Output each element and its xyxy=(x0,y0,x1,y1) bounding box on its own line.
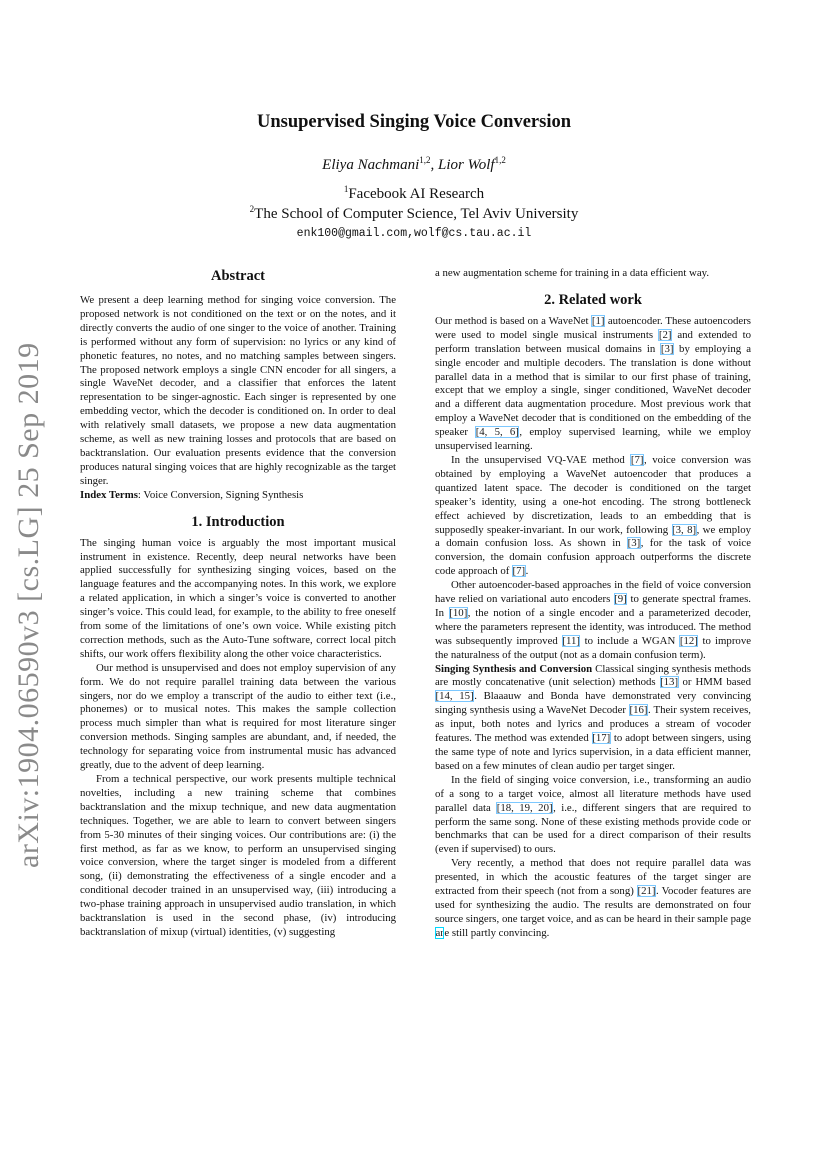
paper-header xyxy=(0,112,828,240)
text-run: to improve the naturalness of the output (not as a domain confusion term). xyxy=(435,634,752,661)
text-run: , voice conversion was obtained by employing a WaveNet autoencoder that produces a quantized latent space. The decoder is conditioned on the target speaker’s identity, using a one-hot encoding. The strong bottleneck effect achieved by discretization, leads to an embedding that is supposedly speaker-invariant. In our work, following xyxy=(435,453,751,536)
intro-paragraph: From a technical perspective, our work presents multiple technical novelties, including a new training scheme that combines backtranslation and the mixup technique, and new data augmentation techniques. Together, we are able to learn to convert between singers from 5-30 minutes of their singing voices. Our contributions are: (i) the first method, as far as we know, to perform an unsupervised singing voice conversion, where the target singer is modeled from a different song, (ii) demonstrating the effectiveness of a single encoder and a conditional decoder trained in an unsupervised way, (iii) introducing a two-phase training approach in unsupervised audio translation, in which backtranslation is used in the second phase, (iv) introducing backtranslation of mixup (virtual) identities, (v) suggesting xyxy=(80,773,396,938)
citation-link[interactable]: [18, 19, 20] xyxy=(496,801,553,814)
text-run: Our method is based on a WaveNet xyxy=(435,314,592,327)
affil-mark: 1 xyxy=(343,184,349,194)
citation-link[interactable]: [16] xyxy=(629,704,648,717)
citation-link[interactable]: [7] xyxy=(630,453,644,466)
author-list xyxy=(0,157,828,174)
sample-page-link[interactable]: ar xyxy=(435,926,444,939)
text-run: by employing a single encoder and multiple decoders. The translation is done without parallel data in a method that is similar to our first phase of training, except that we employ a single, singer conditioned, WaveNet decoder and a different data augmentation procedure. Most previous work that employ a WaveNet decoder that is conditioned on the embedding of the speaker xyxy=(435,342,751,439)
intro-paragraph-continued: a new augmentation scheme for training in a data efficient way. xyxy=(435,267,710,279)
abstract-text: We present a deep learning method for singing voice conversion. The proposed network is not conditioned on the text or on the notes, and it directly converts the audio of one singer to the voice of another. Training is performed without any form of supervision: no lyrics or any kind of phonetic features, no notes, and no matching samples between singers. The proposed network employs a single CNN encoder for all singers, a single WaveNet decoder, and a classifier that enforces the latent representation to be singer-agnostic. Each singer is represented by one embedding vector, which the decoder is conditioned on. In order to deal with relatively small datasets, we propose a new data augmentation scheme, as well as new training losses and protocols that are based on backtranslation. Our evaluation presents evidence that the conversion produces natural singing voices that are highly recognizable as the target singer. xyxy=(80,294,396,487)
citation-link[interactable]: [13] xyxy=(660,676,679,689)
related-paragraph xyxy=(435,857,751,940)
author-affil-mark: 1,2 xyxy=(419,155,431,165)
citation-link[interactable]: [3] xyxy=(660,342,674,355)
citation-link[interactable]: [1] xyxy=(591,314,605,327)
citation-link[interactable]: [14, 15] xyxy=(435,690,474,703)
related-paragraph xyxy=(435,774,751,857)
arxiv-stamp: arXiv:1904.06590v3 [cs.LG] 25 Sep 2019 xyxy=(12,342,45,868)
text-run: . xyxy=(525,565,529,578)
text-run: and extended to perform translation between musical domains in xyxy=(435,328,751,355)
text-run: In the field of singing voice conversion, i.e., transforming an audio of a song to a target voice, almost all literature methods have used parallel data xyxy=(435,773,751,814)
abstract-heading: Abstract xyxy=(211,268,265,284)
text-run: . Blaaauw and Bonda have demonstrated very convincing singing synthesis using a WaveNet Decoder xyxy=(435,690,751,717)
related-paragraph xyxy=(435,663,751,774)
citation-link[interactable]: [21] xyxy=(637,885,656,898)
subsection-heading: Singing Synthesis and Conversion xyxy=(435,662,593,675)
intro-paragraph: Our method is unsupervised and does not employ supervision of any form. We do not require parallel training data between the various singers, nor do we employ a transcript of the audio to either text (i.e., phonemes) or to musical notes. This makes the sample collection process much simpler than what is required for most literature singer conversion methods. Singing samples are abundant, and, if needed, the technology for separating voice from instrumental music has advanced greatly, due to the advent of deep learning. xyxy=(80,661,396,772)
text-run: autoencoder. These autoencoders were used to model single musical instruments xyxy=(435,314,751,341)
author-affil-mark: 1,2 xyxy=(494,155,506,165)
affil-text: Facebook AI Research xyxy=(348,186,485,202)
text-run: . Vocoder features are used for synthesizing the audio. The results are demonstrated on four source singers, one target voice, and as can be heard in their sample page xyxy=(435,885,752,925)
citation-link[interactable]: [9] xyxy=(614,593,627,606)
citation-link[interactable]: [2] xyxy=(658,328,672,341)
text-run: to include a WGAN xyxy=(580,634,680,647)
left-column xyxy=(80,267,396,940)
affiliation-2 xyxy=(0,204,828,224)
related-paragraph xyxy=(435,315,751,454)
affil-mark: 2 xyxy=(249,204,255,214)
citation-link[interactable]: [10] xyxy=(449,606,468,619)
intro-heading: 1. Introduction xyxy=(191,513,285,530)
text-run: . Their system receives, as input, both notes and lyrics and produces a stream of vocoder features. The method was extended xyxy=(435,704,751,745)
affil-text: The School of Computer Science, Tel Aviv University xyxy=(254,206,579,222)
citation-link[interactable]: [17] xyxy=(592,732,611,745)
text-run: , we employ a domain confusion loss. As shown in xyxy=(435,523,751,550)
related-paragraph xyxy=(435,454,751,579)
text-run: or HMM based xyxy=(678,676,751,689)
affiliations xyxy=(0,184,828,224)
text-run: to generate spectral frames. In xyxy=(435,593,752,619)
index-terms xyxy=(80,489,396,503)
author-name: Eliya Nachmani xyxy=(322,157,420,173)
author-separator: , xyxy=(430,157,438,173)
paper-title: Unsupervised Singing Voice Conversion xyxy=(256,112,572,132)
citation-link[interactable]: [4, 5, 6] xyxy=(475,426,519,439)
text-run: , the notion of a single encoder and a parameterized decoder, where the parameters represent the identity, was introduced. The method was subsequently improved xyxy=(435,606,751,647)
text-run: , employ supervised learning, while we employ unsupervised learning. xyxy=(435,426,751,453)
citation-link[interactable]: [11] xyxy=(562,634,580,647)
text-run: Very recently, a method that does not require parallel data was presented, in which the acoustic features of the target singer are extracted from their speech (not from a song) xyxy=(435,857,751,898)
right-column xyxy=(435,267,751,941)
related-paragraph xyxy=(435,579,751,662)
text-run: , i.e., different singers that are required to perform the same song. None of these existing methods provide code or benchmarks that can be used for a direct comparison of their results (even if supervised) to ours. xyxy=(435,801,751,856)
affiliation-1 xyxy=(0,184,828,204)
author-emails: enk100@gmail.com,wolf@cs.tau.ac.il xyxy=(296,227,532,240)
text-run: e still partly convincing. xyxy=(444,926,550,939)
citation-link[interactable]: [7] xyxy=(512,565,526,578)
citation-link[interactable]: [3, 8] xyxy=(672,523,697,536)
text-run: Other autoencoder-based approaches in the field of voice conversion have relied on variational auto encoders xyxy=(435,579,751,606)
text-run: , for the task of voice conversion, the domain confusion approach outperforms the discrete code approach of xyxy=(435,537,751,578)
related-work-heading: 2. Related work xyxy=(544,291,642,308)
index-terms-label: Index Terms xyxy=(80,488,138,501)
text-run: In the unsupervised VQ-VAE method xyxy=(451,453,631,466)
intro-paragraph: The singing human voice is arguably the most important musical instrument in existence. Recently, deep neural networks have been applied successfully for synthesizing singing voices, based on the language features and the accompanying notes. In this work, we explore a related application, in which a singer’s voice is converted to another singer’s voice. This could lead, for example, to the ability to free oneself from some of the limitations of one’s own voice. While existing pitch correction methods, such as the Auto-Tune software, correct local pitch shifts, our work offers flexibility along the other voice characteristics. xyxy=(80,536,396,660)
text-run: to adopt between singers, using the same type of note and lyrics supervision, in a data efficient manner, based on a few minutes of clean audio per target singer. xyxy=(435,732,751,772)
text-run: Classical singing synthesis methods are mostly concatenative (unit selection) methods xyxy=(435,662,751,689)
citation-link[interactable]: [12] xyxy=(679,634,698,647)
author-name: Lior Wolf xyxy=(438,157,495,173)
citation-link[interactable]: [3] xyxy=(627,537,641,550)
index-terms-text: : Voice Conversion, Signing Synthesis xyxy=(137,488,304,501)
